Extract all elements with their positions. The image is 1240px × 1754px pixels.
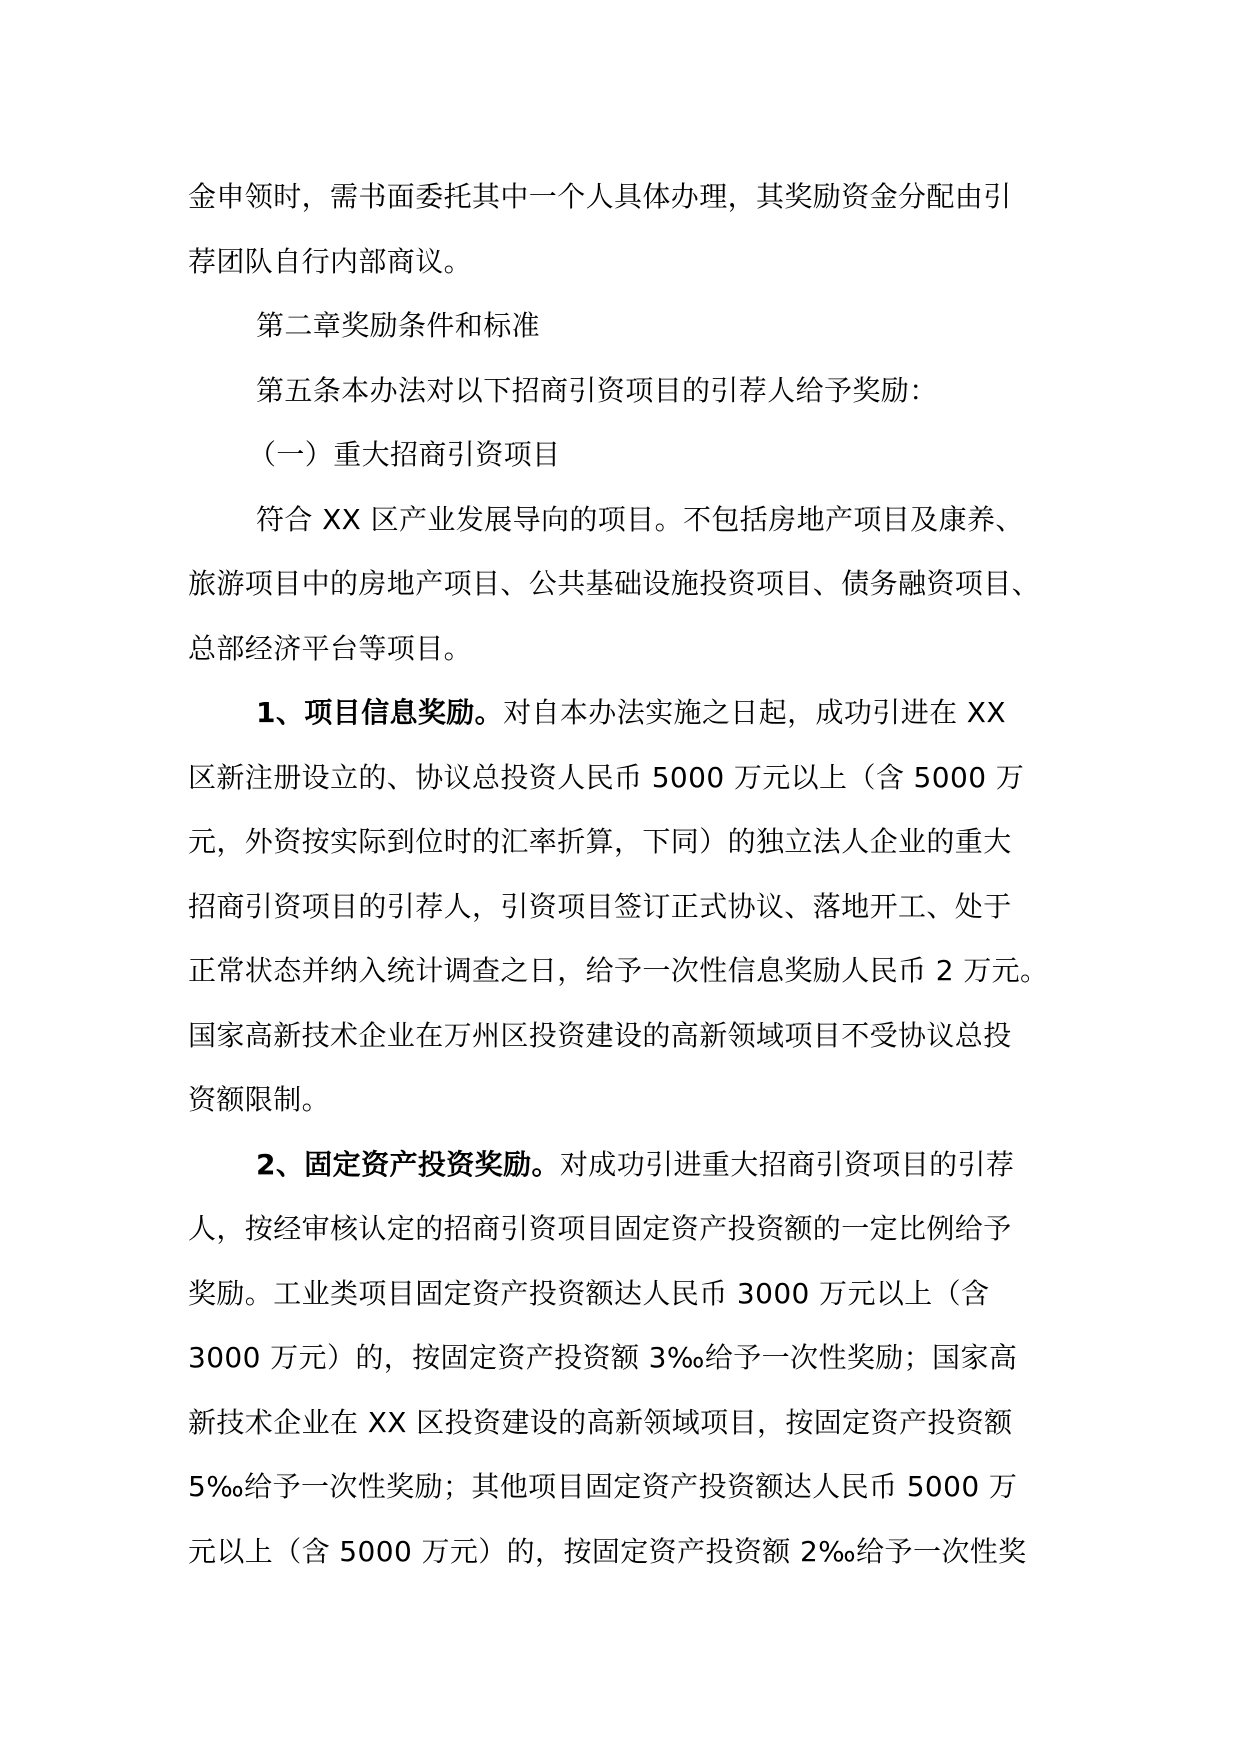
body-text-line: 5‰给予一次性奖励；其他项目固定资产投资额达人民币 5000 万 [188,1470,1018,1503]
item-title: 1、项目信息奖励。 [256,696,504,729]
body-text-line: 区新注册设立的、协议总投资人民币 5000 万元以上（含 5000 万 [188,760,1025,794]
body-text-line: 新技术企业在 XX 区投资建设的高新领域项目，按固定资产投资额 [188,1405,1013,1439]
item-title: 2、固定资产投资奖励。 [256,1147,560,1181]
item-text: 对成功引进重大招商引资项目的引荐 [559,1147,1015,1181]
article-heading: 第五条本办法对以下招商引资项目的引荐人给予奖励： [256,373,938,407]
body-text-line: 旅游项目中的房地产项目、公共基础设施投资项目、债务融资项目、 [188,567,1041,600]
body-text-line: 招商引资项目的引荐人，引资项目签订正式协议、落地开工、处于 [188,889,1012,923]
item-text: 对自本办法实施之日起，成功引进在 XX [503,696,1006,729]
body-text-line: 符合 XX 区产业发展导向的项目。不包括房地产项目及康养、 [256,502,1024,536]
body-text-line: 元以上（含 5000 万元）的，按固定资产投资额 2‰给予一次性奖 [188,1534,1027,1568]
body-text-line: 资额限制。 [188,1083,331,1116]
body-text-line: 国家高新技术企业在万州区投资建设的高新领域项目不受协议总投 [188,1018,1012,1052]
body-text-line: 总部经济平台等项目。 [188,631,473,665]
body-text-line: 人，按经审核认定的招商引资项目固定资产投资额的一定比例给予 [188,1212,1012,1245]
body-text-line: 元，外资按实际到位时的汇率折算，下同）的独立法人企业的重大 [188,825,1012,858]
item-first-line [188,681,1058,746]
body-text-line: 金申领时，需书面委托其中一个人具体办理，其奖励资金分配由引 [188,180,1012,213]
document-body [188,165,1058,1584]
section-heading: （一）重大招商引资项目 [248,438,561,471]
chapter-heading: 第二章奖励条件和标准 [256,309,541,342]
body-text-line: 奖励。工业类项目固定资产投资额达人民币 3000 万元以上（含 [188,1276,990,1310]
body-text-line: 正常状态并纳入统计调查之日，给予一次性信息奖励人民币 2 万元。 [188,954,1049,987]
body-text-line: 3000 万元）的，按固定资产投资额 3‰给予一次性奖励；国家高 [188,1341,1018,1374]
body-text-line: 荐团队自行内部商议。 [188,244,473,278]
item-first-line [188,1133,1058,1198]
